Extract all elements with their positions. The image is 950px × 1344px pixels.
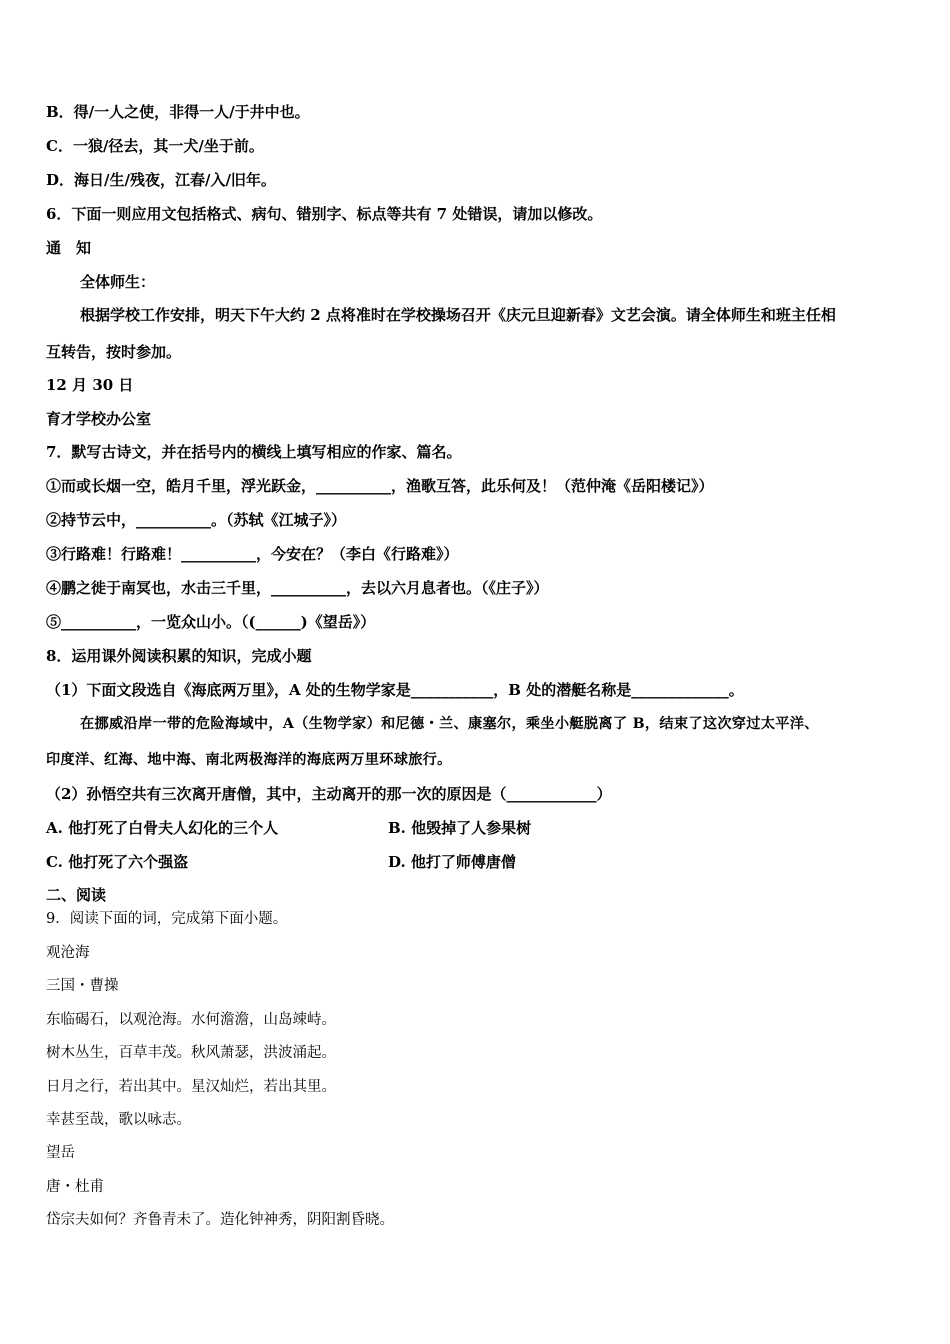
q7-item-4: ④鹏之徙于南冥也，水击三千里，__________，去以六月息者也。（《庄子》） bbox=[46, 579, 549, 597]
section-heading: 二、阅读 bbox=[46, 886, 107, 904]
q8-passage-line1: 在挪威沿岸一带的危险海域中，A（生物学家）和尼德・兰、康塞尔，乘坐小艇脱离了 B，结束了这次穿过太平洋、 bbox=[80, 716, 819, 732]
q5-option-d: D．海日/生/残夜，江春/入/旧年。 bbox=[46, 171, 276, 189]
poem1-line: 东临碣石，以观沧海。水何澹澹，山岛竦峙。 bbox=[46, 1012, 336, 1028]
q8-sub1: （1）下面文段选自《海底两万里》，A 处的生物学家是___________，B 处的潜艇名称是_____________。 bbox=[46, 681, 744, 699]
q5-option-b: B．得/一人之使，非得一人/于井中也。 bbox=[46, 103, 310, 121]
q8-option-d: D. 他打了师傅唐僧 bbox=[388, 853, 516, 871]
q7-item-5: ⑤__________，一览众山小。（(______)《望岳》） bbox=[46, 613, 376, 631]
q5-option-c: C．一狼/径去，其一犬/坐于前。 bbox=[46, 137, 264, 155]
q6-notice-title: 通 知 bbox=[46, 239, 92, 257]
q6-prompt: 6．下面一则应用文包括格式、病句、错别字、标点等共有 7 处错误，请加以修改。 bbox=[46, 205, 603, 223]
q8-option-b: B. 他毁掉了人参果树 bbox=[388, 819, 532, 837]
q8-option-a: A. 他打死了白骨夫人幻化的三个人 bbox=[46, 819, 279, 837]
q6-body-line2: 互转告，按时参加。 bbox=[46, 343, 182, 361]
q7-item-1: ①而或长烟一空，皓月千里，浮光跃金，__________，渔歌互答，此乐何及！（范仲淹《岳阳楼记》） bbox=[46, 477, 714, 495]
q6-date: 12 月 30 日 bbox=[46, 376, 134, 394]
poem1-title: 观沧海 bbox=[46, 945, 90, 961]
q8-passage-line2: 印度洋、红海、地中海、南北两极海洋的海底两万里环球旅行。 bbox=[46, 752, 452, 768]
poem1-line: 日月之行，若出其中。星汉灿烂，若出其里。 bbox=[46, 1079, 336, 1095]
q7-prompt: 7．默写古诗文，并在括号内的横线上填写相应的作家、篇名。 bbox=[46, 443, 462, 461]
poem2-line: 岱宗夫如何？齐鲁青未了。造化钟神秀，阴阳割昏晓。 bbox=[46, 1212, 394, 1228]
q7-item-2: ②持节云中，__________。（苏轼《江城子》） bbox=[46, 511, 347, 529]
q8-prompt: 8．运用课外阅读积累的知识，完成小题 bbox=[46, 647, 312, 665]
poem1-line: 幸甚至哉，歌以咏志。 bbox=[46, 1112, 191, 1128]
poem1-line: 树木丛生，百草丰茂。秋风萧瑟，洪波涌起。 bbox=[46, 1045, 336, 1061]
poem1-author: 三国・曹操 bbox=[46, 978, 119, 994]
q7-item-3: ③行路难！行路难！__________，今安在？（李白《行路难》） bbox=[46, 545, 459, 563]
poem2-title: 望岳 bbox=[46, 1145, 75, 1161]
q6-signer: 育才学校办公室 bbox=[46, 410, 152, 428]
q8-option-c: C. 他打死了六个强盗 bbox=[46, 853, 189, 871]
poem2-author: 唐・杜甫 bbox=[46, 1179, 104, 1195]
q6-body-line1: 根据学校工作安排，明天下午大约 2 点将准时在学校操场召开《庆元旦迎新春》文艺会演。请全体师生和班主任相 bbox=[80, 306, 836, 324]
q9-prompt: 9．阅读下面的词，完成第下面小题。 bbox=[46, 911, 288, 927]
q8-sub2: （2）孙悟空共有三次离开唐僧，其中，主动离开的那一次的原因是（____________） bbox=[46, 785, 612, 803]
q6-salutation: 全体师生： bbox=[80, 273, 156, 291]
